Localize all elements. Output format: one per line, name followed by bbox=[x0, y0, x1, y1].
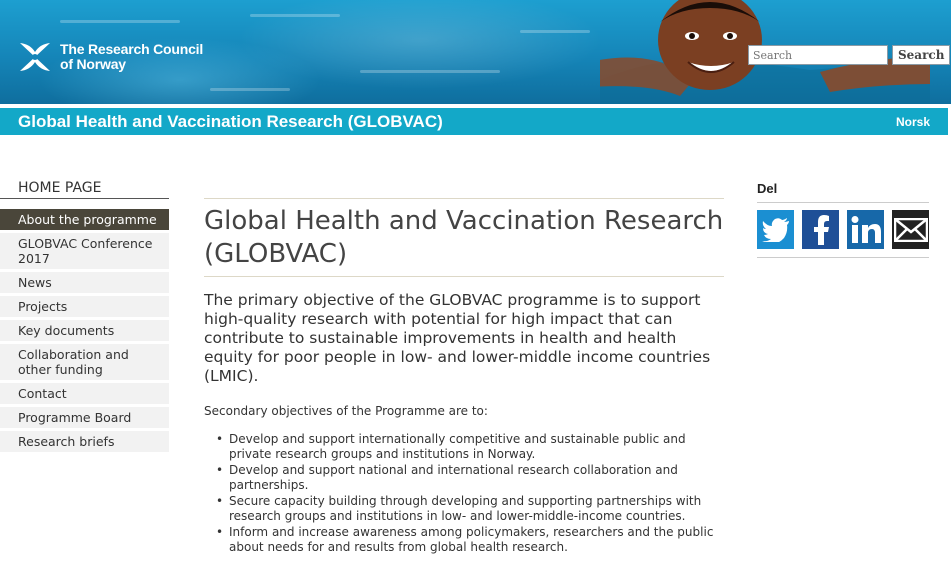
main-content bbox=[204, 198, 724, 556]
objectives-list bbox=[204, 432, 724, 555]
water-ripple bbox=[60, 20, 180, 23]
logo-line-2: of Norway bbox=[60, 56, 126, 72]
lead-paragraph: The primary objective of the GLOBVAC programme is to support high-quality research with potential for high impact that can contribute to sustainable improvements in health and health equity for poor people in low- and lower-middle income countries (LMIC). bbox=[204, 291, 711, 385]
sidebar-item-collaboration[interactable]: Collaboration and other funding bbox=[0, 344, 169, 380]
list-item: • Inform and increase awareness among policymakers, researchers and the public about needs for and results from global health research. bbox=[216, 525, 724, 555]
water-ripple bbox=[520, 30, 590, 33]
sidebar-nav bbox=[0, 178, 169, 455]
facebook-icon[interactable] bbox=[802, 210, 839, 249]
language-link-norsk[interactable]: Norsk bbox=[895, 115, 930, 129]
logo-line-1: The Research Council bbox=[60, 41, 204, 57]
sidebar-item-key-documents[interactable]: Key documents bbox=[0, 320, 169, 341]
logo-mark-icon bbox=[16, 40, 54, 74]
page-title: Global Health and Vaccination Research (GLOBVAC) bbox=[204, 206, 724, 269]
twitter-icon[interactable] bbox=[757, 210, 794, 249]
linkedin-icon[interactable] bbox=[847, 210, 884, 249]
water-ripple bbox=[360, 70, 500, 73]
nav-list bbox=[0, 209, 169, 452]
logo-text bbox=[60, 42, 203, 72]
sidebar-item-about[interactable]: About the programme bbox=[0, 209, 169, 230]
programme-titlebar bbox=[0, 108, 948, 135]
share-panel bbox=[757, 181, 929, 258]
divider bbox=[204, 276, 724, 277]
email-icon[interactable] bbox=[892, 210, 929, 249]
sidebar-item-news[interactable]: News bbox=[0, 272, 169, 293]
sidebar-item-projects[interactable]: Projects bbox=[0, 296, 169, 317]
list-item: • Develop and support internationally competitive and sustainable public and private research groups and institutions in Norway. bbox=[216, 432, 724, 462]
programme-title: Global Health and Vaccination Research (GLOBVAC) bbox=[18, 112, 443, 131]
sidebar-item-research-briefs[interactable]: Research briefs bbox=[0, 431, 169, 452]
sidebar-item-programme-board[interactable]: Programme Board bbox=[0, 407, 169, 428]
divider bbox=[204, 198, 724, 199]
search-bar bbox=[748, 45, 950, 65]
home-page-link[interactable]: HOME PAGE bbox=[0, 178, 169, 199]
sidebar-item-contact[interactable]: Contact bbox=[0, 383, 169, 404]
share-buttons bbox=[757, 210, 929, 258]
list-item: • Develop and support national and international research collaboration and partnerships. bbox=[216, 463, 724, 493]
sidebar-item-conference[interactable]: GLOBVAC Conference 2017 bbox=[0, 233, 169, 269]
list-item: • Secure capacity building through developing and supporting partnerships with research groups and institutions in low- and lower-middle-income countries. bbox=[216, 494, 724, 524]
share-label: Del bbox=[757, 181, 929, 203]
secondary-intro: Secondary objectives of the Programme are to: bbox=[204, 404, 488, 418]
research-council-logo[interactable] bbox=[16, 40, 203, 74]
search-input[interactable] bbox=[748, 45, 888, 65]
water-ripple bbox=[210, 88, 290, 91]
header-banner bbox=[0, 0, 951, 104]
water-ripple bbox=[250, 14, 340, 17]
search-button[interactable]: Search bbox=[892, 45, 950, 65]
